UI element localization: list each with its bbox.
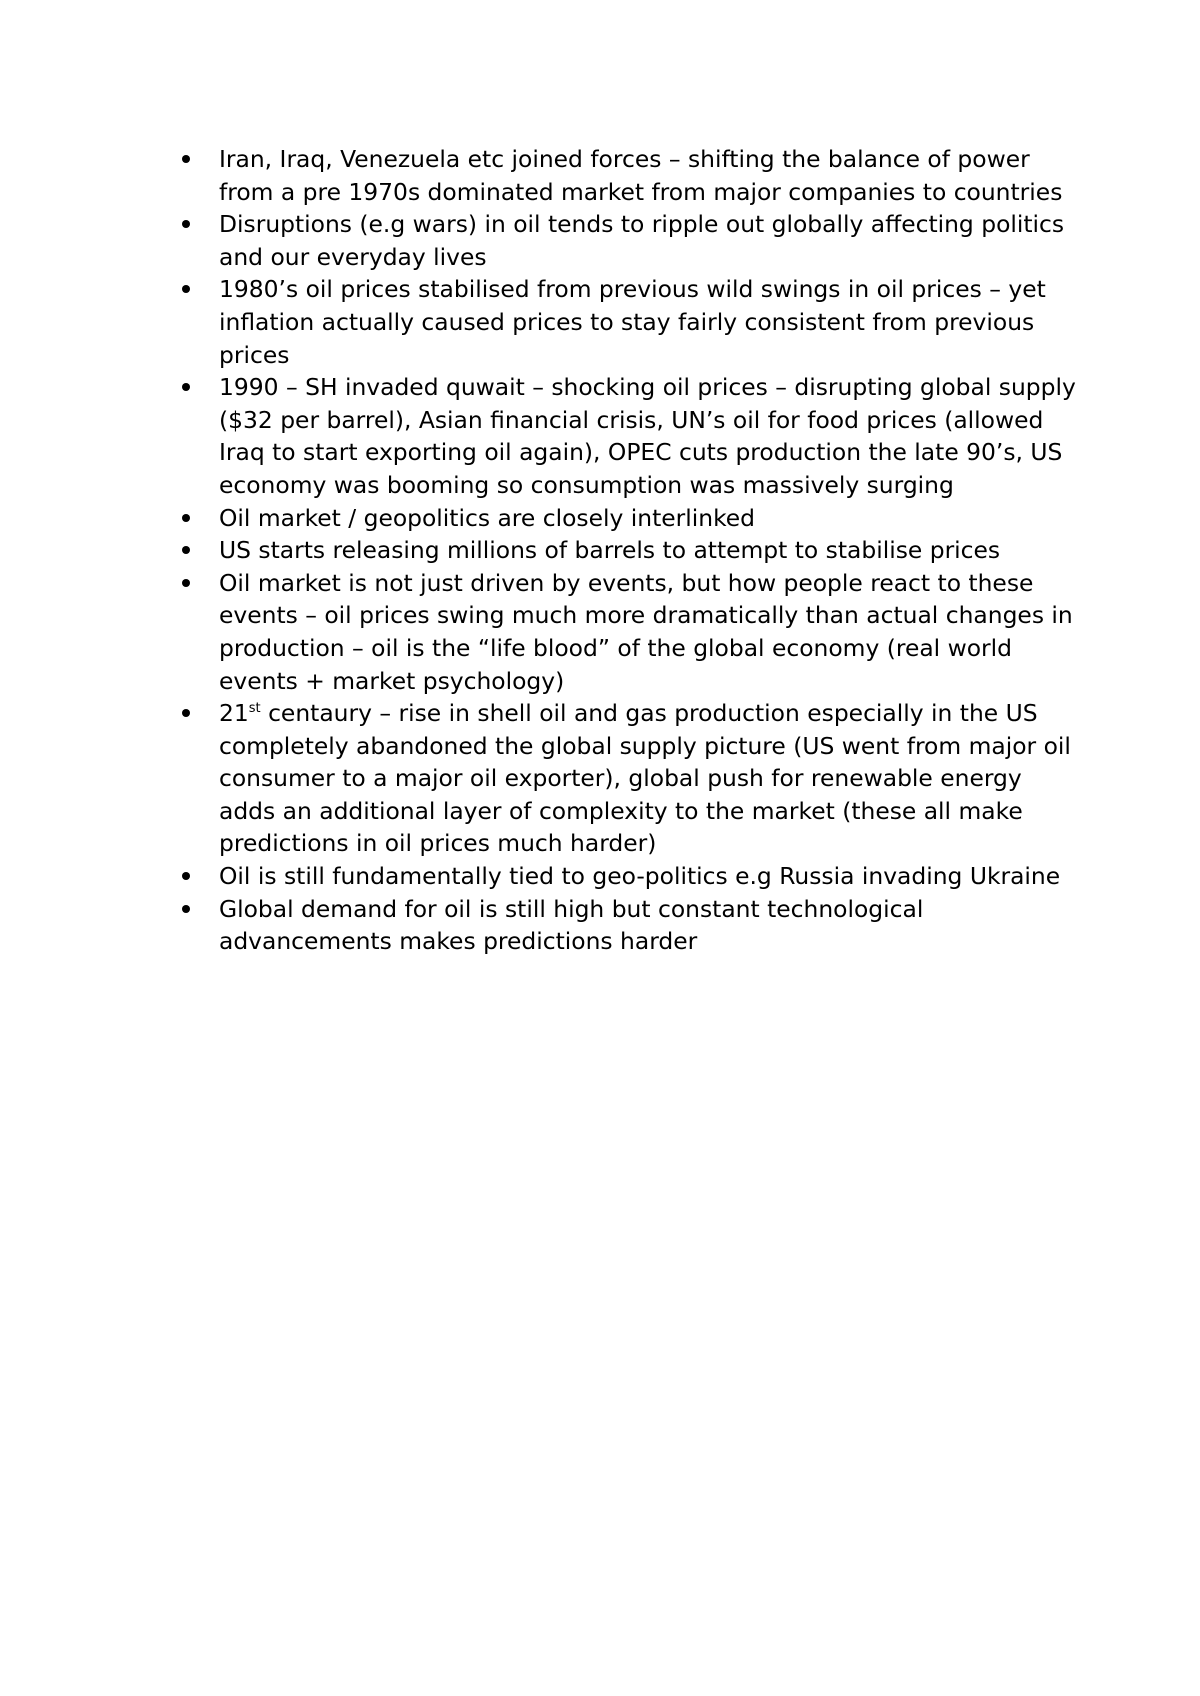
list-item <box>180 502 1080 535</box>
bullet-text: US starts releasing millions of barrels to attempt to stabilise prices <box>219 536 1001 565</box>
bullet-icon <box>182 383 190 391</box>
bullet-text: 1980’s oil prices stabilised from previous wild swings in oil prices – yet inflation actually caused prices to stay fairly consistent from previous prices <box>219 275 1046 369</box>
bullet-icon <box>182 905 190 913</box>
bullet-text: Global demand for oil is still high but constant technological advancements makes predictions harder <box>219 894 924 956</box>
bullet-text: 1990 – SH invaded quwait – shocking oil prices – disrupting global supply ($32 per barrel), Asian financial crisis, UN’s oil for food prices (allowed Iraq to start exporting oil again), OPEC cuts production the late 90’s, US economy was booming so consumption was massively surging <box>219 373 1076 499</box>
list-item <box>180 567 1080 697</box>
bullet-text-rest: centaury – rise in shell oil and gas production especially in the US completely abandoned the global supply picture (US went from major oil consumer to a major oil exporter), global push for renewable energy adds an additional layer of complexity to the market (these all make predictions in oil prices much harder) <box>219 699 1071 858</box>
list-item <box>180 697 1080 860</box>
bullet-text <box>219 697 1080 860</box>
list-item <box>180 273 1080 371</box>
bullet-text-superscript: st <box>248 701 261 717</box>
bullet-icon <box>182 872 190 880</box>
bullet-text: Oil is still fundamentally tied to geo-politics e.g Russia invading Ukraine <box>219 862 1061 891</box>
bullet-icon <box>182 285 190 293</box>
bullet-icon <box>182 579 190 587</box>
bullet-icon <box>182 155 190 163</box>
bullet-text: Disruptions (e.g wars) in oil tends to ripple out globally affecting politics and our everyday lives <box>219 210 1065 271</box>
bullet-text: Iran, Iraq, Venezuela etc joined forces – shifting the balance of power from a pre 1970s dominated market from major companies to countries <box>219 145 1063 206</box>
bullet-list <box>180 143 1080 958</box>
list-item <box>180 371 1080 501</box>
bullet-icon <box>182 709 190 717</box>
list-item <box>180 143 1080 208</box>
bullet-icon <box>182 220 190 228</box>
list-item <box>180 893 1080 958</box>
list-item <box>180 208 1080 273</box>
bullet-text-ordinal: 21 <box>219 699 249 728</box>
bullet-text: Oil market / geopolitics are closely interlinked <box>219 503 756 532</box>
list-item <box>180 534 1080 567</box>
bullet-text: Oil market is not just driven by events, but how people react to these events – oil prices swing much more dramatically than actual changes in production – oil is the “life blood” of the global economy (real world events + market psychology) <box>219 568 1073 695</box>
bullet-icon <box>182 514 190 522</box>
bullet-icon <box>182 546 190 554</box>
list-item <box>180 860 1080 893</box>
